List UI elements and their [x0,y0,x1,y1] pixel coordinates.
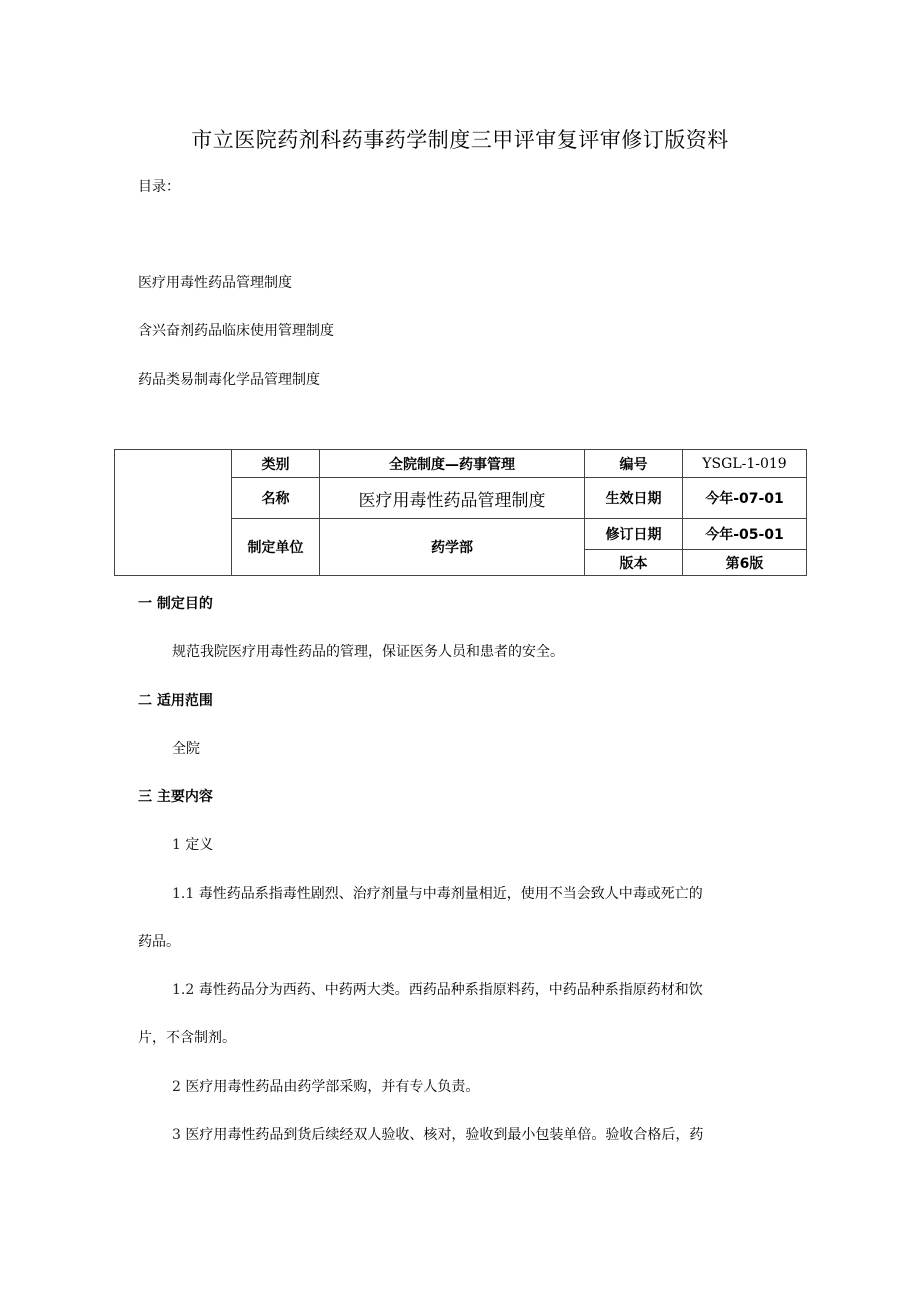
version-value: 第6版 [683,550,807,576]
toc-item[interactable]: 药品类易制毒化学品管理制度 [138,372,320,388]
toc-item[interactable]: 含兴奋剂药品临床使用管理制度 [138,323,334,339]
unit-value: 药学部 [320,519,585,576]
paragraph-number: 2 [172,1079,181,1095]
paragraph-number: 1 [172,837,181,853]
paragraph-text: 定义 [185,837,214,853]
paragraph-2 [172,1076,822,1096]
paragraph-1-2 [172,979,792,999]
paragraph-text: 医疗用毒性药品到货后续经双人验收、核对，验收到最小包装单倍。验收合格后，药 [185,1127,704,1143]
section-heading-content: 三 主要内容 [138,789,213,805]
effective-date-value: 今年-07-01 [683,478,807,519]
paragraph-text: 毒性药品系指毒性剧烈、治疗剂量与中毒剂量相近，使用不当会致人中毒或死亡的 [198,886,703,902]
document-title: 市立医院药剂科药事药学制度三甲评审复评审修订版资料 [191,128,729,152]
category-value: 全院制度—药事管理 [320,450,585,478]
paragraph-number: 3 [172,1127,181,1143]
version-label: 版本 [585,550,683,576]
unit-label: 制定单位 [232,519,320,576]
name-label: 名称 [232,478,320,519]
document-meta-table [114,449,807,576]
paragraph-3 [172,1124,792,1144]
paragraph-1-1-continued: 药品。 [138,934,180,950]
paragraph-text: 毒性药品分为西药、中药两大类。西药品种系指原料药，中药品种系指原药材和饮 [198,982,703,998]
paragraph-1 [172,834,822,854]
paragraph-number: 1.1 [172,886,195,902]
section-body-scope: 全院 [172,741,200,757]
section-heading-purpose: 一 制定目的 [138,596,213,612]
paragraph-1-1 [172,883,792,903]
section-body-purpose: 规范我院医疗用毒性药品的管理，保证医务人员和患者的安全。 [172,644,564,660]
code-label: 编号 [585,450,683,478]
paragraph-1-2-continued: 片，不含制剂。 [138,1030,236,1046]
toc-item[interactable]: 医疗用毒性药品管理制度 [138,275,292,291]
code-value: YSGL-1-019 [683,450,807,478]
category-label: 类别 [232,450,320,478]
toc-label: 目录： [138,179,180,195]
paragraph-text: 医疗用毒性药品由药学部采购，并有专人负责。 [185,1079,480,1095]
logo-cell [115,450,232,576]
name-value: 医疗用毒性药品管理制度 [320,478,585,519]
effective-date-label: 生效日期 [585,478,683,519]
revised-date-label: 修订日期 [585,519,683,550]
paragraph-number: 1.2 [172,982,195,998]
revised-date-value: 今年-05-01 [683,519,807,550]
section-heading-scope: 二 适用范围 [138,693,213,709]
